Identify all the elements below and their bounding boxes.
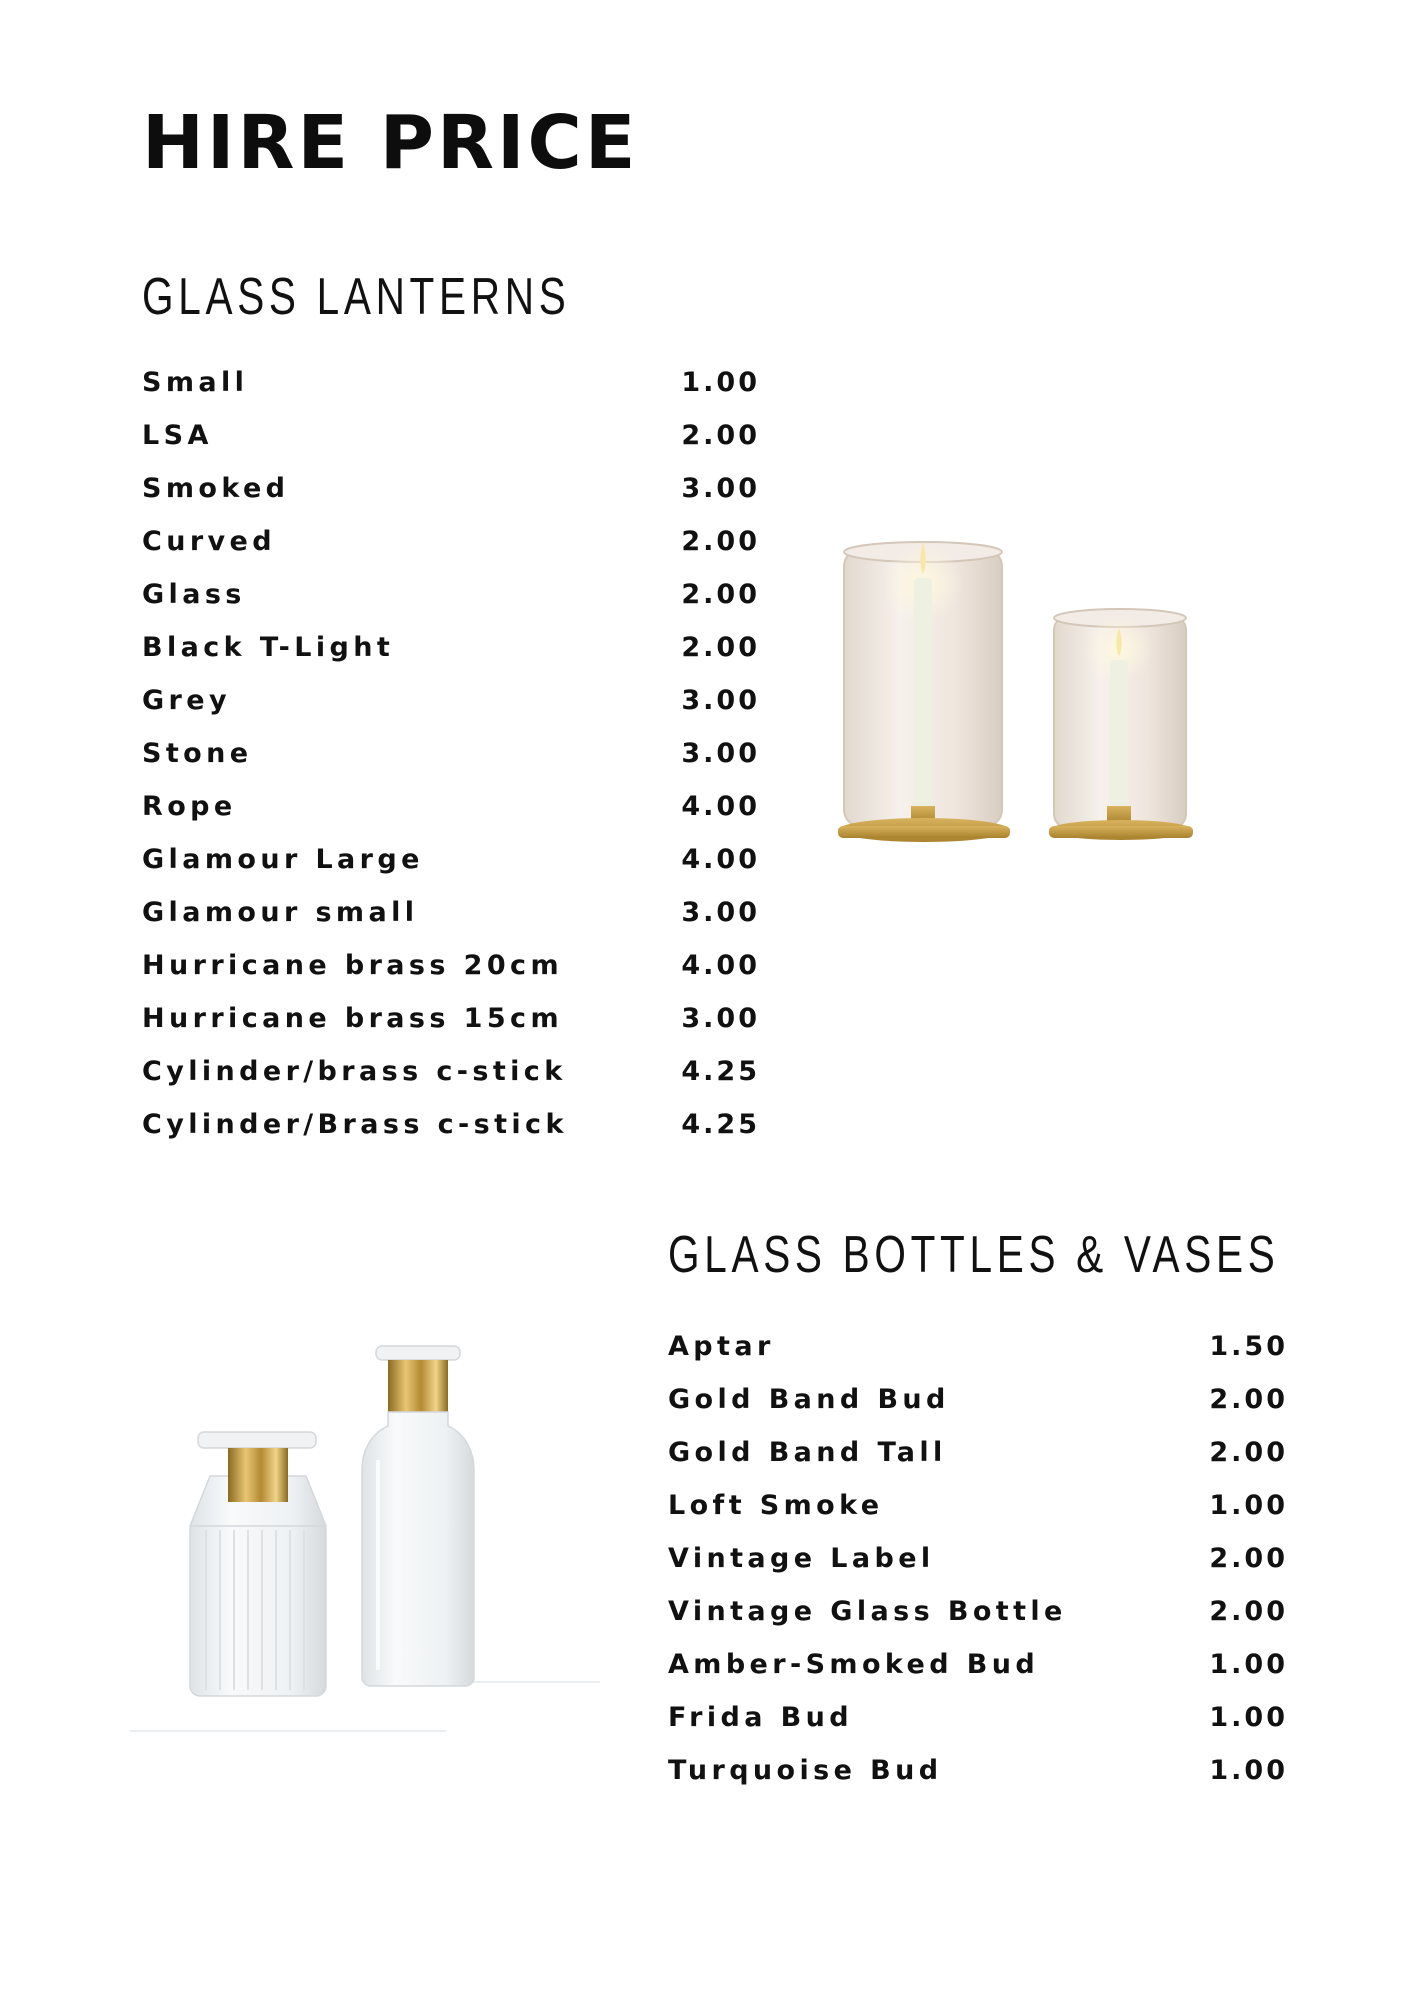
item-name: Vintage Glass Bottle <box>668 1596 1067 1627</box>
item-name: Cylinder/Brass c-stick <box>142 1109 568 1140</box>
bottles-heading: GLASS BOTTLES & VASES <box>668 1226 1280 1284</box>
item-price: 2.00 <box>681 632 760 663</box>
price-row <box>668 1585 1288 1638</box>
item-price: 4.00 <box>681 844 760 875</box>
price-row <box>142 462 760 515</box>
price-row <box>142 780 760 833</box>
item-name: Gold Band Tall <box>668 1437 947 1468</box>
item-name: LSA <box>142 420 213 451</box>
item-price: 1.00 <box>1209 1490 1288 1521</box>
item-name: Loft Smoke <box>668 1490 884 1521</box>
item-price: 1.00 <box>681 367 760 398</box>
lanterns-heading: GLASS LANTERNS <box>142 268 571 326</box>
price-row <box>142 833 760 886</box>
price-row <box>668 1638 1288 1691</box>
price-row <box>668 1479 1288 1532</box>
item-price: 1.50 <box>1209 1331 1288 1362</box>
item-name: Rope <box>142 791 237 822</box>
item-name: Black T-Light <box>142 632 395 663</box>
item-price: 2.00 <box>681 579 760 610</box>
price-row <box>142 515 760 568</box>
price-row <box>668 1373 1288 1426</box>
page-title: HIRE PRICE <box>142 100 639 186</box>
price-row <box>668 1532 1288 1585</box>
item-name: Glamour small <box>142 897 419 928</box>
item-name: Vintage Label <box>668 1543 935 1574</box>
price-row <box>142 1045 760 1098</box>
item-price: 4.25 <box>681 1109 760 1140</box>
price-row <box>668 1691 1288 1744</box>
price-row <box>142 409 760 462</box>
item-price: 3.00 <box>681 897 760 928</box>
item-name: Curved <box>142 526 276 557</box>
item-price: 2.00 <box>681 526 760 557</box>
price-row <box>142 1098 760 1151</box>
price-row <box>668 1744 1288 1797</box>
item-price: 3.00 <box>681 1003 760 1034</box>
item-price: 2.00 <box>681 420 760 451</box>
item-price: 2.00 <box>1209 1437 1288 1468</box>
item-name: Hurricane brass 15cm <box>142 1003 563 1034</box>
item-name: Glamour Large <box>142 844 424 875</box>
glass-bottles-photo <box>130 1330 610 1750</box>
item-name: Gold Band Bud <box>668 1384 950 1415</box>
lantern-price-list <box>142 356 760 1151</box>
item-name: Amber-Smoked Bud <box>668 1649 1040 1680</box>
item-name: Smoked <box>142 473 290 504</box>
item-name: Glass <box>142 579 246 610</box>
price-row <box>142 727 760 780</box>
item-price: 4.00 <box>681 950 760 981</box>
item-name: Small <box>142 367 249 398</box>
item-name: Frida Bud <box>668 1702 853 1733</box>
price-row <box>142 568 760 621</box>
item-price: 2.00 <box>1209 1384 1288 1415</box>
price-row <box>142 886 760 939</box>
item-price: 2.00 <box>1209 1596 1288 1627</box>
price-row <box>668 1426 1288 1479</box>
item-name: Grey <box>142 685 231 716</box>
bottle-price-list <box>668 1320 1288 1797</box>
item-price: 3.00 <box>681 685 760 716</box>
price-row <box>142 674 760 727</box>
price-row <box>142 992 760 1045</box>
price-row <box>142 621 760 674</box>
price-row <box>668 1320 1288 1373</box>
item-name: Turquoise Bud <box>668 1755 943 1786</box>
item-price: 1.00 <box>1209 1649 1288 1680</box>
item-price: 2.00 <box>1209 1543 1288 1574</box>
item-price: 3.00 <box>681 473 760 504</box>
item-price: 1.00 <box>1209 1755 1288 1786</box>
item-price: 4.25 <box>681 1056 760 1087</box>
item-name: Aptar <box>668 1331 775 1362</box>
item-price: 3.00 <box>681 738 760 769</box>
item-name: Cylinder/brass c-stick <box>142 1056 567 1087</box>
glass-lanterns-photo <box>836 500 1216 870</box>
item-name: Stone <box>142 738 253 769</box>
price-row <box>142 939 760 992</box>
price-row <box>142 356 760 409</box>
item-price: 1.00 <box>1209 1702 1288 1733</box>
item-price: 4.00 <box>681 791 760 822</box>
item-name: Hurricane brass 20cm <box>142 950 563 981</box>
